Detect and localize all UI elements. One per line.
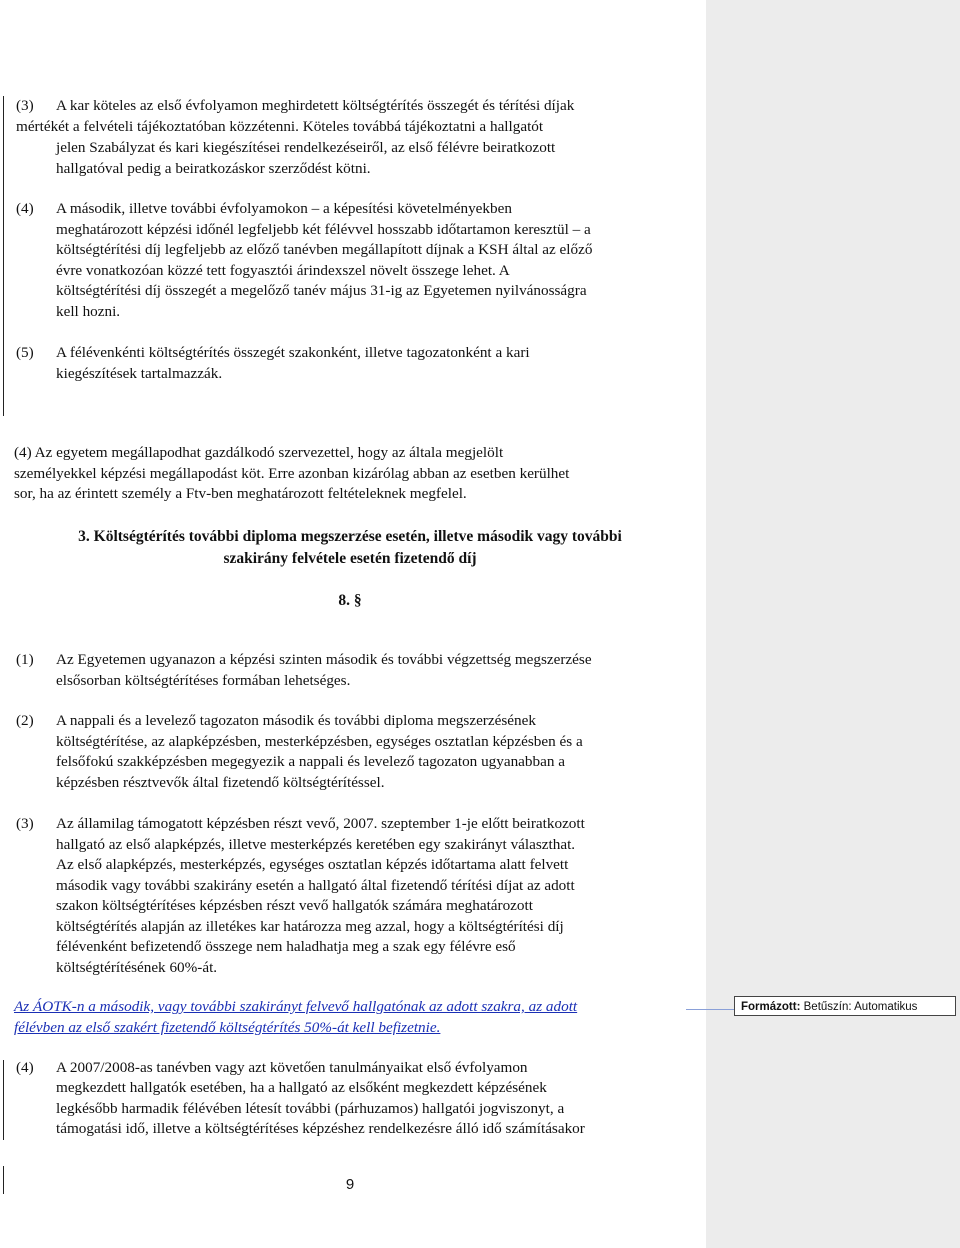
text-line: évre vonatkozóan közzé tett fogyasztói árindexszel növelt összege lehet. A: [56, 261, 510, 279]
format-comment-balloon[interactable]: [734, 996, 956, 1016]
comment-value: Betűszín: Automatikus: [803, 1001, 918, 1013]
section-heading: [14, 526, 686, 570]
paragraph-number: (3): [16, 97, 34, 114]
text-line: hallgatóval pedig a beiratkozáskor szerződést kötni.: [56, 159, 371, 177]
text-line: költségtérítésének 60%-át.: [56, 958, 218, 976]
text-line: A félévenkénti költségtérítés összegét szakonként, illetve tagozatonként a kari: [56, 344, 530, 361]
change-bar: [3, 1060, 4, 1140]
paragraph-number: (2): [16, 712, 34, 729]
markup-pane: [706, 0, 960, 1248]
paragraph-number: (4): [16, 200, 34, 217]
text-line: képzésben résztvevők által fizetendő költségtérítéssel.: [56, 773, 385, 791]
change-bar: [3, 96, 4, 416]
paragraph-3: [16, 96, 686, 137]
paragraph-4b-cont: [56, 1078, 686, 1140]
text-line: kell hozni.: [56, 302, 121, 320]
paragraph-number: (1): [16, 651, 34, 668]
text-line: felsőfokú szakképzésben megegyezik a nappali és levelező tagozaton ugyanabban a: [56, 753, 565, 770]
text-line: félévenként befizetendő összege nem haladhatja meg a szak egy félévre eső: [56, 938, 516, 955]
page-number: 9: [345, 1176, 355, 1193]
text-line: Az Egyetemen ugyanazon a képzési szinten második és további végzettség megszerzése: [56, 651, 592, 668]
text-line: megkezdett hallgatók esetében, ha a hallgató az elsőként megkezdett képzésének: [56, 1079, 547, 1096]
text-line: támogatási idő, illetve a költségtérítéses képzéshez rendelkezésre álló idő számításakor: [56, 1120, 585, 1137]
paragraph-4: [16, 199, 686, 322]
text-line: mértékét a felvételi tájékoztatóban közzétenni. Köteles továbbá tájékoztatni a hallgatót: [16, 117, 544, 135]
change-bar: [3, 1166, 4, 1194]
text-line: Az első alapképzés, mesterképzés, egységes osztatlan képzés időtartama alatt felvett: [56, 856, 569, 873]
inserted-line: félévben az első szakért fizetendő költségtérítés 50%-át kell befizetnie.: [14, 1018, 441, 1036]
inserted-line: Az ÁOTK-n a második, vagy további szakirányt felvevő hallgatónak az adott szakra, az adott: [14, 998, 578, 1015]
text-line: Az államilag támogatott képzésben részt vevő, 2007. szeptember 1-je előtt beiratkozott: [56, 815, 585, 832]
paragraph-5: [16, 343, 686, 384]
paragraph-4b: [16, 1058, 686, 1079]
text-line: költségtérítési díj összegét a megelőző tanév május 31-ig az Egyetemen nyilvánosságra: [56, 282, 587, 299]
text-line: A második, illetve további évfolyamokon – a képesítési követelményekben: [56, 200, 512, 217]
paragraph-agreement: [14, 443, 686, 505]
comment-connector: [686, 1009, 734, 1010]
paragraph-3b: [16, 814, 686, 978]
text-line: A 2007/2008-as tanévben vagy azt követően tanulmányaikat első évfolyamon: [56, 1059, 528, 1076]
text-line: (4) Az egyetem megállapodhat gazdálkodó szervezettel, hogy az általa megjelölt: [14, 444, 504, 461]
text-line: meghatározott képzési időnél legfeljebb két félévvel hosszabb időtartamon keresztül – a: [56, 220, 591, 238]
text-line: A kar köteles az első évfolyamon meghirdetett költségtérítés összegét és térítési díjak: [56, 97, 575, 114]
heading-line: 3. Költségtérítés további diploma megszerzése esetén, illetve második vagy további: [78, 528, 622, 545]
text-line: szakon költségtérítéses képzésben részt vevő hallgatók számára meghatározott: [56, 897, 533, 914]
paragraph-number: (3): [16, 815, 34, 832]
text-line: költségtérítés alapján az illetékes kar határozza meg azzal, hogy a költségtérítési díj: [56, 917, 564, 935]
text-line: legkésőbb harmadik félévében létesít további (párhuzamos) hallgatói jogviszonyt, a: [56, 1099, 565, 1117]
text-line: jelen Szabályzat és kari kiegészítései rendelkezéseiről, az első félévre beiratkozott: [56, 139, 556, 156]
text-line: személyekkel képzési megállapodást köt. Erre azonban kizárólag abban az esetben kerülhet: [14, 464, 570, 482]
text-line: költségtérítése, az alapképzésben, mesterképzésben, egységes osztatlan képzésben és a: [56, 732, 583, 750]
text-line: kiegészítések tartalmazzák.: [56, 364, 223, 382]
text-line: hallgató az első alapképzés, illetve mesterképzés keretében egy szakirányt választhat.: [56, 835, 576, 853]
paragraph-2: [16, 711, 686, 793]
text-line: A nappali és a levelező tagozaton második és további diploma megszerzésének: [56, 712, 536, 729]
text-line: elsősorban költségtérítéses formában lehetséges.: [56, 671, 351, 689]
text-line: második vagy további szakirány esetén a hallgató által fizetendő térítési díjat az adott: [56, 876, 575, 894]
comment-label: Formázott:: [741, 1001, 801, 1013]
text-line: sor, ha az érintett személy a Ftv-ben meghatározott feltételeknek megfelel.: [14, 485, 467, 502]
paragraph-3-cont: [56, 138, 686, 179]
paragraph-number: (5): [16, 344, 34, 361]
heading-line: szakirány felvétele esetén fizetendő díj: [223, 550, 477, 567]
tracked-insertion[interactable]: [14, 997, 686, 1038]
paragraph-number: (4): [16, 1059, 34, 1076]
text-line: költségtérítési díj legfeljebb az előző tanévben megállapított díjnak a KSH által az előző: [56, 241, 593, 258]
paragraph-1: [16, 650, 686, 691]
section-number: 8. §: [338, 592, 362, 609]
